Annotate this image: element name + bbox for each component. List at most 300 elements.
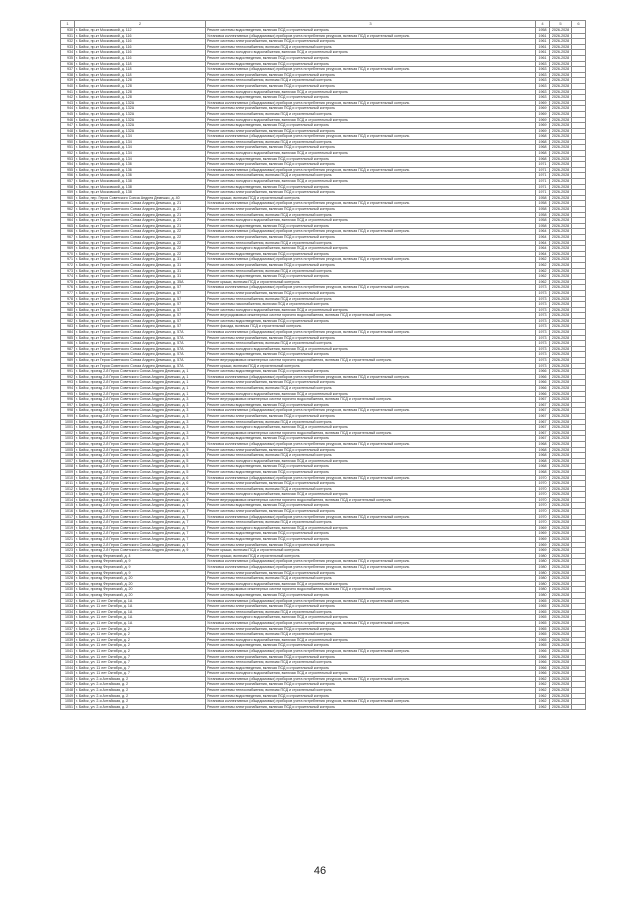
row-number: 1005 (61, 447, 75, 453)
work-type-cell: Ремонт системы теплоснабжения, включая ПСД и строительный контроль (206, 486, 536, 492)
work-type-cell: Ремонт системы водоотведения, включая ПСД и строительный контроль (206, 251, 536, 257)
period-cell: 2026-2028 (550, 688, 572, 694)
address-cell: г. Бийск, пр-кт Московский, д. 128 (75, 78, 206, 84)
row-number: 953 (61, 156, 75, 162)
work-type-cell: Ремонт системы теплоснабжения, включая ПСД и строительный контроль (206, 78, 536, 84)
row-number: 1007 (61, 458, 75, 464)
address-cell: г. Бийск, проезд 2-й Героя Советского Союза Андрея Демешко, д. 5 (75, 458, 206, 464)
period-cell: 2026-2028 (550, 609, 572, 615)
year-cell: 1958 (536, 212, 550, 218)
period-cell: 2026-2028 (550, 581, 572, 587)
row-number: 976 (61, 285, 75, 291)
period-cell: 2026-2028 (550, 386, 572, 392)
work-type-cell: Ремонт системы водоотведения, включая ПСД и строительный контроль (206, 352, 536, 358)
period-cell: 2026-2028 (550, 632, 572, 638)
address-cell: г. Бийск, пр-кт Героя Советского Союза Андрея Демешко, д. 31 (75, 262, 206, 268)
address-cell: г. Бийск, пр-кт Героя Советского Союза Андрея Демешко, д. 57 (75, 296, 206, 302)
work-type-cell: Ремонт системы холодного водоснабжения, включая ПСД и строительный контроль (206, 458, 536, 464)
work-type-cell: Установка коллективных (общедомовых) приборов учета потребления ресурсов, включая ПСД и строительный контроль (206, 33, 536, 39)
row-number: 1002 (61, 430, 75, 436)
period-cell: 2026-2028 (550, 413, 572, 419)
period-cell: 2026-2028 (550, 419, 572, 425)
year-cell: 1967 (536, 397, 550, 403)
work-type-cell: Ремонт системы холодного водоснабжения, включая ПСД и строительный контроль (206, 637, 536, 643)
row-number: 1020 (61, 531, 75, 537)
header-col-4: 4 (536, 21, 550, 28)
work-type-cell: Установка коллективных (общедомовых) приборов учета потребления ресурсов, включая ПСД и строительный контроль (206, 565, 536, 571)
address-cell: г. Бийск, проезд 2-й Героя Советского Союза Андрея Демешко, д. 1 (75, 380, 206, 386)
row-number: 988 (61, 352, 75, 358)
address-cell: г. Бийск, пр-кт Героя Советского Союза Андрея Демешко, д. 21 (75, 207, 206, 213)
work-type-cell: Ремонт внутридомовых инженерных систем горячего водоснабжения, включая ПСД и строительный контроль (206, 587, 536, 593)
year-cell: 1958 (536, 218, 550, 224)
work-type-cell: Установка коллективных (общедомовых) приборов учета потребления ресурсов, включая ПСД и строительный контроль (206, 67, 536, 73)
year-cell: 1966 (536, 648, 550, 654)
row-number: 1004 (61, 441, 75, 447)
period-cell: 2026-2028 (550, 531, 572, 537)
period-cell: 2026-2028 (550, 380, 572, 386)
period-cell: 2026-2028 (550, 520, 572, 526)
table-body (61, 28, 586, 710)
year-cell: 1971 (536, 167, 550, 173)
address-cell: г. Бийск, проезд 2-й Героя Советского Союза Андрея Демешко, д. 7 (75, 525, 206, 531)
row-number: 1037 (61, 626, 75, 632)
row-number: 958 (61, 184, 75, 190)
address-cell: г. Бийск, проезд 2-й Героя Советского Союза Андрея Демешко, д. 1 (75, 386, 206, 392)
row-number: 998 (61, 408, 75, 414)
work-type-cell: Ремонт системы электроснабжения, включая ПСД и строительный контроль (206, 290, 536, 296)
address-cell: г. Бийск, пр-кт Московский, д. 128 (75, 95, 206, 101)
work-type-cell: Установка коллективных (общедомовых) приборов учета потребления ресурсов, включая ПСД и строительный контроль (206, 257, 536, 263)
period-cell: 2026-2028 (550, 61, 572, 67)
year-cell: 1962 (536, 676, 550, 682)
work-type-cell: Ремонт системы теплоснабжения, включая ПСД и строительный контроль (206, 609, 536, 615)
work-type-cell: Ремонт системы электроснабжения, включая ПСД и строительный контроль (206, 509, 536, 515)
period-cell: 2026-2028 (550, 509, 572, 515)
row-number: 936 (61, 61, 75, 67)
period-cell: 2026-2028 (550, 604, 572, 610)
work-type-cell: Ремонт системы водоотведения, включая ПСД и строительный контроль (206, 693, 536, 699)
row-number: 1008 (61, 464, 75, 470)
address-cell: г. Бийск, ул. 11 лет Октября, д. 1А (75, 598, 206, 604)
row-number: 961 (61, 201, 75, 207)
address-cell: г. Бийск, пр-кт Героя Советского Союза Андрея Демешко, д. 57А (75, 352, 206, 358)
year-cell: 1973 (536, 318, 550, 324)
period-cell: 2026-2028 (550, 128, 572, 134)
period-cell: 2026-2028 (550, 296, 572, 302)
period-cell: 2026-2028 (550, 67, 572, 73)
year-cell: 1966 (536, 374, 550, 380)
period-cell: 2026-2028 (550, 620, 572, 626)
year-cell: 1967 (536, 425, 550, 431)
period-cell: 2026-2028 (550, 587, 572, 593)
address-cell: г. Бийск, пр-кт Московский, д. 118 (75, 72, 206, 78)
work-type-cell: Ремонт системы теплоснабжения, включая ПСД и строительный контроль (206, 139, 536, 145)
period-cell: 2026-2028 (550, 262, 572, 268)
address-cell: г. Бийск, проезд 2-й Героя Советского Союза Андрея Демешко, д. 5 (75, 469, 206, 475)
work-type-cell: Ремонт системы теплоснабжения, включая ПСД и строительный контроль (206, 688, 536, 694)
work-type-cell: Установка коллективных (общедомовых) приборов учета потребления ресурсов, включая ПСД и строительный контроль (206, 229, 536, 235)
work-type-cell: Ремонт системы холодного водоснабжения, включая ПСД и строительный контроль (206, 151, 536, 157)
period-cell: 2026-2028 (550, 565, 572, 571)
header-col-6: 6 (572, 21, 586, 28)
period-cell: 2026-2028 (550, 83, 572, 89)
address-cell: г. Бийск, проезд 2-й Героя Советского Союза Андрея Демешко, д. 6 (75, 492, 206, 498)
year-cell: 1970 (536, 492, 550, 498)
period-cell: 2026-2028 (550, 408, 572, 414)
period-cell: 2026-2028 (550, 553, 572, 559)
address-cell: г. Бийск, пр-кт Героя Советского Союза Андрея Демешко, д. 57 (75, 324, 206, 330)
year-cell: 1961 (536, 33, 550, 39)
period-cell: 2026-2028 (550, 486, 572, 492)
year-cell: 1980 (536, 592, 550, 598)
year-cell: 1965 (536, 609, 550, 615)
address-cell: г. Бийск, пр-кт Московский, д. 132А (75, 128, 206, 134)
work-type-cell: Ремонт системы теплоснабжения, включая ПСД и строительный контроль (206, 296, 536, 302)
work-type-cell: Ремонт системы электроснабжения, включая ПСД и строительный контроль (206, 106, 536, 112)
address-cell: г. Бийск, пр-кт Московский, д. 136 (75, 162, 206, 168)
address-cell: г. Бийск, ул. 11 лет Октября, д. 7 (75, 665, 206, 671)
address-cell: г. Бийск, ул. 11 лет Октября, д. 1А (75, 604, 206, 610)
year-cell: 1973 (536, 307, 550, 313)
address-cell: г. Бийск, пр-кт Московский, д. 134 (75, 134, 206, 140)
year-cell: 1968 (536, 469, 550, 475)
row-number: 949 (61, 134, 75, 140)
address-cell: г. Бийск, пр-кт Московский, д. 128 (75, 83, 206, 89)
work-type-cell: Ремонт системы электроснабжения, включая ПСД и строительный контроль (206, 72, 536, 78)
year-cell: 1968 (536, 453, 550, 459)
period-cell: 2026-2028 (550, 576, 572, 582)
row-number: 959 (61, 190, 75, 196)
year-cell: 1980 (536, 587, 550, 593)
year-cell: 1968 (536, 134, 550, 140)
address-cell: г. Бийск, проезд 2-й Героя Советского Союза Андрея Демешко, д. 7 (75, 514, 206, 520)
period-cell: 2026-2028 (550, 195, 572, 201)
work-type-cell: Ремонт системы водоотведения, включая ПСД и строительный контроль (206, 592, 536, 598)
work-type-cell: Ремонт системы холодного водоснабжения, включая ПСД и строительный контроль (206, 246, 536, 252)
row-number: 989 (61, 358, 75, 364)
row-number: 1049 (61, 693, 75, 699)
year-cell: 1963 (536, 72, 550, 78)
address-cell: г. Бийск, пр-кт Московский, д. 132А (75, 123, 206, 129)
year-cell: 1965 (536, 637, 550, 643)
row-number: 962 (61, 207, 75, 213)
row-number: 1023 (61, 548, 75, 554)
period-cell: 2026-2028 (550, 39, 572, 45)
row-number: 1010 (61, 475, 75, 481)
period-cell: 2026-2028 (550, 318, 572, 324)
period-cell: 2026-2028 (550, 167, 572, 173)
year-cell: 1973 (536, 363, 550, 369)
address-cell: г. Бийск, пр-кт Героя Советского Союза Андрея Демешко, д. 57 (75, 302, 206, 308)
period-cell: 2026-2028 (550, 699, 572, 705)
row-number: 1036 (61, 620, 75, 626)
year-cell: 1970 (536, 514, 550, 520)
work-type-cell: Ремонт системы холодного водоснабжения, включая ПСД и строительный контроль (206, 391, 536, 397)
address-cell: г. Бийск, проезд 2-й Героя Советского Союза Андрея Демешко, д. 5 (75, 453, 206, 459)
period-cell: 2026-2028 (550, 626, 572, 632)
period-cell: 2026-2028 (550, 279, 572, 285)
work-type-cell: Ремонт системы холодного водоснабжения, включая ПСД и строительный контроль (206, 218, 536, 224)
period-cell: 2026-2028 (550, 218, 572, 224)
work-type-cell: Ремонт системы холодного водоснабжения, включая ПСД и строительный контроль (206, 50, 536, 56)
year-cell: 1973 (536, 352, 550, 358)
address-cell: г. Бийск, проезд 2-й Героя Советского Союза Андрея Демешко, д. 3 (75, 397, 206, 403)
address-cell: г. Бийск, ул. 11 лет Октября, д. 1А (75, 609, 206, 615)
row-number: 963 (61, 212, 75, 218)
work-type-cell: Ремонт системы теплоснабжения, включая ПСД и строительный контроль (206, 632, 536, 638)
work-type-cell: Ремонт крыши, включая ПСД и строительный контроль (206, 363, 536, 369)
year-cell: 1962 (536, 268, 550, 274)
row-number: 1017 (61, 514, 75, 520)
year-cell: 1969 (536, 111, 550, 117)
work-type-cell: Ремонт системы электроснабжения, включая ПСД и строительный контроль (206, 654, 536, 660)
work-type-cell: Ремонт системы водоотведения, включая ПСД и строительный контроль (206, 55, 536, 61)
row-number: 979 (61, 302, 75, 308)
work-type-cell: Ремонт системы электроснабжения, включая ПСД и строительный контроль (206, 542, 536, 548)
address-cell: г. Бийск, ул. 2-я Алтайская, д. 2 (75, 704, 206, 710)
work-type-cell: Установка коллективных (общедомовых) приборов учета потребления ресурсов, включая ПСД и строительный контроль (206, 598, 536, 604)
year-cell: 1966 (536, 369, 550, 375)
period-cell: 2026-2028 (550, 352, 572, 358)
year-cell: 1973 (536, 330, 550, 336)
period-cell: 2026-2028 (550, 615, 572, 621)
work-type-cell: Ремонт системы водоотведения, включая ПСД и строительный контроль (206, 61, 536, 67)
work-type-cell: Ремонт системы теплоснабжения, включая ПСД и строительный контроль (206, 453, 536, 459)
address-cell: г. Бийск, проезд 2-й Героя Советского Союза Андрея Демешко, д. 6 (75, 497, 206, 503)
address-cell: г. Бийск, пр-кт Героя Советского Союза Андрея Демешко, д. 35А (75, 279, 206, 285)
year-cell: 1962 (536, 688, 550, 694)
row-number: 1046 (61, 676, 75, 682)
address-cell: г. Бийск, пр-кт Героя Советского Союза Андрея Демешко, д. 57А (75, 330, 206, 336)
row-number: 967 (61, 234, 75, 240)
work-type-cell: Установка коллективных (общедомовых) приборов учета потребления ресурсов, включая ПСД и строительный контроль (206, 559, 536, 565)
work-type-cell: Ремонт системы электроснабжения, включая ПСД и строительный контроль (206, 604, 536, 610)
address-cell: г. Бийск, пр-кт Московский, д. 118 (75, 67, 206, 73)
address-cell: г. Бийск, проезд 2-й Героя Советского Союза Андрея Демешко, д. 7 (75, 531, 206, 537)
work-type-cell: Ремонт системы электроснабжения, включая ПСД и строительный контроль (206, 380, 536, 386)
row-number: 955 (61, 167, 75, 173)
address-cell: г. Бийск, проезд Ферганский, д. 20 (75, 587, 206, 593)
row-number: 943 (61, 100, 75, 106)
address-cell: г. Бийск, пер. Героя Советского Союза Андрея Демешко, д. 40 (75, 195, 206, 201)
work-type-cell: Ремонт системы электроснабжения, включая ПСД и строительный контроль (206, 704, 536, 710)
year-cell: 1958 (536, 223, 550, 229)
year-cell: 1973 (536, 335, 550, 341)
period-cell: 2026-2028 (550, 441, 572, 447)
year-cell: 1980 (536, 576, 550, 582)
address-cell: г. Бийск, пр-кт Героя Советского Союза Андрея Демешко, д. 21 (75, 223, 206, 229)
year-cell: 1963 (536, 78, 550, 84)
year-cell: 1966 (536, 660, 550, 666)
year-cell: 1968 (536, 139, 550, 145)
address-cell: г. Бийск, пр-кт Героя Советского Союза Андрея Демешко, д. 22 (75, 240, 206, 246)
year-cell: 1971 (536, 190, 550, 196)
work-type-cell: Установка коллективных (общедомовых) приборов учета потребления ресурсов, включая ПСД и строительный контроль (206, 134, 536, 140)
row-number: 964 (61, 218, 75, 224)
row-number: 1021 (61, 537, 75, 543)
row-number: 1022 (61, 542, 75, 548)
row-number: 995 (61, 391, 75, 397)
work-type-cell: Ремонт системы водоотведения, включая ПСД и строительный контроль (206, 665, 536, 671)
period-cell: 2026-2028 (550, 374, 572, 380)
work-type-cell: Ремонт системы теплоснабжения, включая ПСД и строительный контроль (206, 240, 536, 246)
address-cell: г. Бийск, проезд 2-й Героя Советского Союза Андрея Демешко, д. 6 (75, 486, 206, 492)
year-cell: 1965 (536, 620, 550, 626)
row-number: 1011 (61, 481, 75, 487)
period-cell: 2026-2028 (550, 525, 572, 531)
period-cell: 2026-2028 (550, 492, 572, 498)
period-cell: 2026-2028 (550, 391, 572, 397)
work-type-cell: Ремонт системы теплоснабжения, включая ПСД и строительный контроль (206, 212, 536, 218)
address-cell: г. Бийск, пр-кт Московский, д. 134 (75, 139, 206, 145)
row-number: 1034 (61, 609, 75, 615)
work-type-cell: Ремонт системы электроснабжения, включая ПСД и строительный контроль (206, 570, 536, 576)
address-cell: г. Бийск, пр-кт Московский, д. 134 (75, 145, 206, 151)
year-cell: 1970 (536, 475, 550, 481)
year-cell: 1971 (536, 173, 550, 179)
row-number: 1050 (61, 699, 75, 705)
address-cell: г. Бийск, проезд 2-й Героя Советского Союза Андрея Демешко, д. 6 (75, 475, 206, 481)
address-cell: г. Бийск, проезд 2-й Героя Советского Союза Андрея Демешко, д. 1 (75, 369, 206, 375)
year-cell: 1968 (536, 464, 550, 470)
year-cell: 1968 (536, 156, 550, 162)
work-type-cell: Ремонт системы теплоснабжения, включая ПСД и строительный контроль (206, 341, 536, 347)
address-cell: г. Бийск, пр-кт Московский, д. 134 (75, 151, 206, 157)
address-cell: г. Бийск, проезд 2-й Героя Советского Союза Андрея Демешко, д. 3 (75, 408, 206, 414)
work-type-cell: Ремонт системы электроснабжения, включая ПСД и строительный контроль (206, 83, 536, 89)
row-number: 1018 (61, 520, 75, 526)
period-cell: 2026-2028 (550, 246, 572, 252)
row-number: 969 (61, 246, 75, 252)
period-cell: 2026-2028 (550, 475, 572, 481)
work-type-cell: Ремонт системы водоотведения, включая ПСД и строительный контроль (206, 369, 536, 375)
period-cell: 2026-2028 (550, 425, 572, 431)
period-cell: 2026-2028 (550, 72, 572, 78)
work-type-cell: Ремонт внутридомовых инженерных систем горячего водоснабжения, включая ПСД и строительный контроль (206, 430, 536, 436)
address-cell: г. Бийск, пр-кт Московский, д. 134 (75, 156, 206, 162)
row-number: 972 (61, 262, 75, 268)
header-col-5: 5 (550, 21, 572, 28)
period-cell: 2026-2028 (550, 671, 572, 677)
row-number: 994 (61, 386, 75, 392)
address-cell: г. Бийск, пр-кт Московский, д. 116 (75, 50, 206, 56)
work-type-cell: Ремонт крыши, включая ПСД и строительный контроль (206, 553, 536, 559)
period-cell: 2026-2028 (550, 78, 572, 84)
row-number: 993 (61, 380, 75, 386)
work-type-cell: Ремонт системы электроснабжения, включая ПСД и строительный контроль (206, 335, 536, 341)
address-cell: г. Бийск, пр-кт Героя Советского Союза Андрея Демешко, д. 57 (75, 307, 206, 313)
address-cell: г. Бийск, ул. 2-я Алтайская, д. 2 (75, 676, 206, 682)
row-number: 938 (61, 72, 75, 78)
work-type-cell: Установка коллективных (общедомовых) приборов учета потребления ресурсов, включая ПСД и строительный контроль (206, 441, 536, 447)
period-cell: 2026-2028 (550, 542, 572, 548)
row-number: 1030 (61, 587, 75, 593)
address-cell: г. Бийск, проезд 2-й Героя Советского Союза Андрея Демешко, д. 5 (75, 447, 206, 453)
work-type-cell: Установка коллективных (общедомовых) приборов учета потребления ресурсов, включая ПСД и строительный контроль (206, 514, 536, 520)
year-cell: 1968 (536, 447, 550, 453)
year-cell: 1961 (536, 39, 550, 45)
row-number: 965 (61, 223, 75, 229)
address-cell: г. Бийск, проезд 2-й Героя Советского Союза Андрея Демешко, д. 6 (75, 481, 206, 487)
work-type-cell: Установка коллективных (общедомовых) приборов учета потребления ресурсов, включая ПСД и строительный контроль (206, 201, 536, 207)
row-number: 984 (61, 330, 75, 336)
year-cell: 1980 (536, 570, 550, 576)
work-type-cell: Ремонт системы холодного водоснабжения, включая ПСД и строительный контроль (206, 615, 536, 621)
work-type-cell: Ремонт системы холодного водоснабжения, включая ПСД и строительный контроль (206, 492, 536, 498)
address-cell: г. Бийск, ул. 2-я Алтайская, д. 2 (75, 693, 206, 699)
year-cell: 1969 (536, 100, 550, 106)
work-type-cell: Ремонт системы электроснабжения, включая ПСД и строительный контроль (206, 39, 536, 45)
period-cell: 2026-2028 (550, 290, 572, 296)
address-cell: г. Бийск, проезд 2-й Героя Советского Союза Андрея Демешко, д. 5 (75, 441, 206, 447)
year-cell: 1962 (536, 682, 550, 688)
address-cell: г. Бийск, ул. 11 лет Октября, д. 2 (75, 643, 206, 649)
row-number: 1032 (61, 598, 75, 604)
year-cell: 1970 (536, 503, 550, 509)
row-number: 977 (61, 290, 75, 296)
period-cell: 2026-2028 (550, 335, 572, 341)
year-cell: 1964 (536, 240, 550, 246)
address-cell: г. Бийск, ул. 2-я Алтайская, д. 2 (75, 699, 206, 705)
row-number: 1048 (61, 688, 75, 694)
work-type-cell: Ремонт системы теплоснабжения, включая ПСД и строительный контроль (206, 419, 536, 425)
row-number: 937 (61, 67, 75, 73)
period-cell: 2026-2028 (550, 50, 572, 56)
year-cell: 1965 (536, 632, 550, 638)
row-number: 1012 (61, 486, 75, 492)
row-number: 1024 (61, 553, 75, 559)
work-type-cell: Ремонт системы электроснабжения, включая ПСД и строительный контроль (206, 626, 536, 632)
period-cell: 2026-2028 (550, 44, 572, 50)
period-cell: 2026-2028 (550, 251, 572, 257)
address-cell: г. Бийск, проезд Ферганский, д. 9 (75, 570, 206, 576)
work-type-cell: Ремонт системы водоотведения, включая ПСД и строительный контроль (206, 643, 536, 649)
work-type-cell: Ремонт системы водоотведения, включая ПСД и строительный контроль (206, 537, 536, 543)
row-number: 933 (61, 44, 75, 50)
year-cell: 1962 (536, 274, 550, 280)
period-cell: 2026-2028 (550, 173, 572, 179)
work-type-cell: Ремонт крыши, включая ПСД и строительный контроль (206, 548, 536, 554)
period-cell: 2026-2028 (550, 704, 572, 710)
year-cell: 1970 (536, 497, 550, 503)
row-number: 1051 (61, 704, 75, 710)
address-cell: г. Бийск, проезд 2-й Героя Советского Союза Андрея Демешко, д. 7 (75, 537, 206, 543)
row-number: 986 (61, 341, 75, 347)
row-number: 1009 (61, 469, 75, 475)
year-cell: 1966 (536, 380, 550, 386)
period-cell: 2026-2028 (550, 324, 572, 330)
work-type-cell: Ремонт системы электроснабжения, включая ПСД и строительный контроль (206, 190, 536, 196)
row-number: 941 (61, 89, 75, 95)
year-cell: 1980 (536, 553, 550, 559)
row-number: 1015 (61, 503, 75, 509)
work-type-cell: Ремонт системы теплоснабжения, включая ПСД и строительный контроль (206, 520, 536, 526)
year-cell: 1963 (536, 67, 550, 73)
address-cell: г. Бийск, пр-кт Героя Советского Союза Андрея Демешко, д. 57 (75, 318, 206, 324)
period-cell: 2026-2028 (550, 676, 572, 682)
year-cell: 1963 (536, 83, 550, 89)
row-number: 1041 (61, 648, 75, 654)
year-cell: 1966 (536, 671, 550, 677)
work-type-cell: Ремонт системы электроснабжения, включая ПСД и строительный контроль (206, 145, 536, 151)
address-cell: г. Бийск, пр-кт Московский, д. 132А (75, 106, 206, 112)
work-type-cell: Установка коллективных (общедомовых) приборов учета потребления ресурсов, включая ПСД и строительный контроль (206, 620, 536, 626)
row-number: 1045 (61, 671, 75, 677)
period-cell: 2026-2028 (550, 285, 572, 291)
row-number: 1014 (61, 497, 75, 503)
period-cell: 2026-2028 (550, 33, 572, 39)
